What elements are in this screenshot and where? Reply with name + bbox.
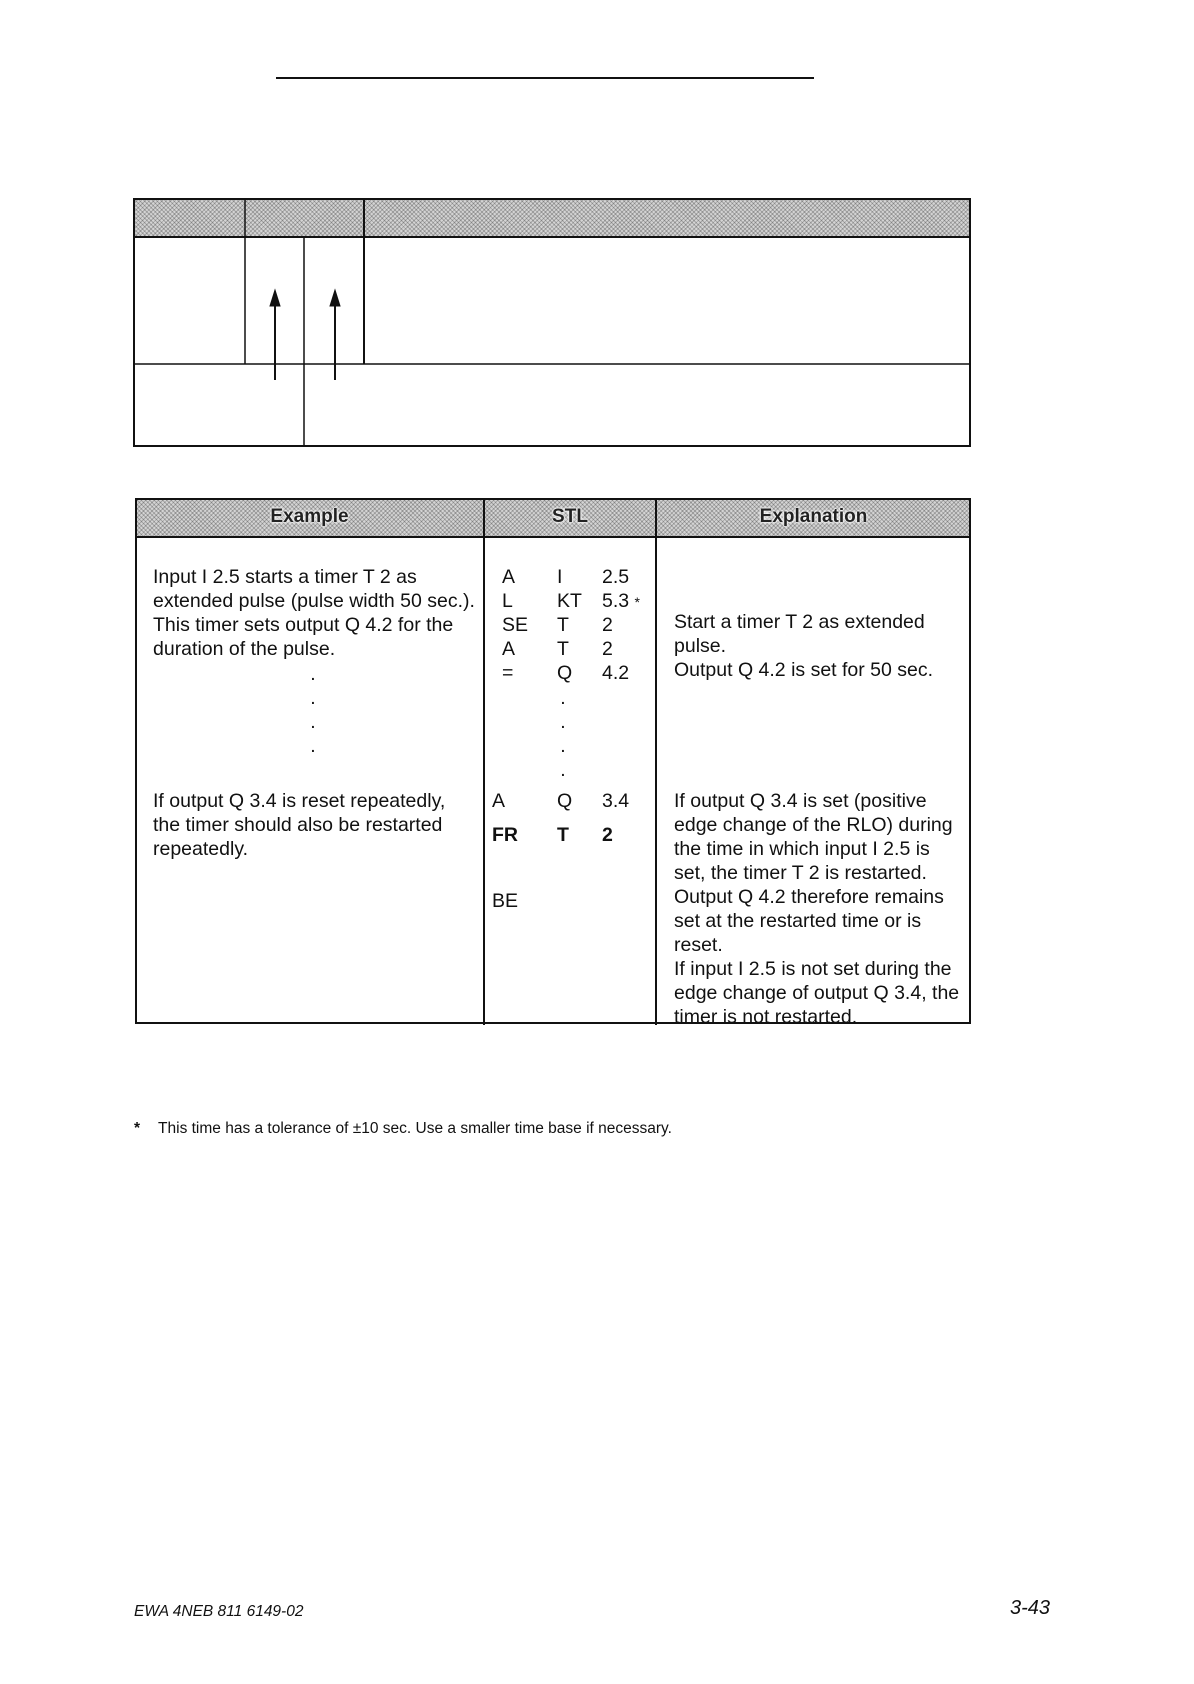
stl-op: A xyxy=(492,790,506,812)
stl-operand: Q xyxy=(557,790,573,812)
stl-op: FR xyxy=(492,824,518,846)
row2-explanation xyxy=(674,789,959,1029)
row2-example xyxy=(153,789,445,861)
stl-op: SE xyxy=(502,614,529,636)
page-number: 3-43 xyxy=(1010,1597,1051,1619)
row2-explanation-line: timer is not restarted. xyxy=(674,1006,858,1028)
stl-operand: KT xyxy=(557,590,582,612)
row1-example xyxy=(153,565,475,661)
header-rule xyxy=(276,77,814,79)
stl-param: 2 xyxy=(602,614,613,636)
row1-stl-ops xyxy=(502,565,528,685)
row2-explanation-line: If output Q 3.4 is set (positive xyxy=(674,790,927,812)
footnote-text: This time has a tolerance of ±10 sec. Use a smaller time base if necessary. xyxy=(158,1120,672,1137)
row1-stl-params xyxy=(602,565,640,685)
row1-explanation-line: pulse. xyxy=(674,635,727,657)
row1-stl-continuation: . . . . xyxy=(560,687,566,781)
footnote xyxy=(134,1120,672,1138)
footnote-marker: * xyxy=(634,594,640,610)
row1-stl-operands xyxy=(557,565,582,685)
row1-example-line: Input I 2.5 starts a timer T 2 as xyxy=(153,566,417,588)
stl-op: A xyxy=(502,566,516,588)
row2-example-line: the timer should also be restarted xyxy=(153,814,443,836)
stl-operand: T xyxy=(557,824,569,846)
row2-explanation-line: reset. xyxy=(674,934,723,956)
row2-example-line: repeatedly. xyxy=(153,838,249,860)
stl-param: 2 xyxy=(602,638,613,660)
stl-op: = xyxy=(502,662,514,684)
signal-table-grid xyxy=(133,198,971,448)
rising-edge-arrow-1 xyxy=(270,290,280,380)
stl-operand: I xyxy=(557,566,563,588)
row1-example-line: duration of the pulse. xyxy=(153,638,336,660)
row2-stl-line3 xyxy=(492,889,518,913)
footnote-star: * xyxy=(134,1120,141,1137)
header-explanation: Explanation xyxy=(759,506,868,527)
row1-example-continuation: . . . . xyxy=(310,663,316,757)
row2-explanation-line: set, the timer T 2 is restarted. xyxy=(674,862,927,884)
row1-example-line: extended pulse (pulse width 50 sec.). xyxy=(153,590,475,612)
stl-op: L xyxy=(502,590,513,612)
row2-explanation-line: If input I 2.5 is not set during the xyxy=(674,958,952,980)
stl-operand: T xyxy=(557,638,569,660)
stl-operand: T xyxy=(557,614,569,636)
header-example: Example xyxy=(270,506,349,527)
row1-explanation-line: Start a timer T 2 as extended xyxy=(674,611,925,633)
stl-param: 3.4 xyxy=(602,790,630,812)
row2-explanation-line: set at the restarted time or is xyxy=(674,910,922,932)
signal-table xyxy=(133,198,971,448)
row2-example-line: If output Q 3.4 is reset repeatedly, xyxy=(153,790,446,812)
row1-example-line: This timer sets output Q 4.2 for the xyxy=(153,614,454,636)
stl-op: A xyxy=(502,638,516,660)
row1-explanation xyxy=(674,610,933,682)
row2-explanation-line: Output Q 4.2 therefore remains xyxy=(674,886,944,908)
row2-explanation-line: edge change of the RLO) during xyxy=(674,814,953,836)
document-id: EWA 4NEB 811 6149-02 xyxy=(134,1603,304,1620)
header-stl: STL xyxy=(552,506,588,527)
stl-param: 5.3 * xyxy=(602,590,640,612)
stl-param: 2.5 xyxy=(602,566,630,588)
stl-param: 4.2 xyxy=(602,662,630,684)
rising-edge-arrow-2 xyxy=(330,290,340,380)
stl-param: 2 xyxy=(602,824,613,846)
row2-explanation-line: the time in which input I 2.5 is xyxy=(674,838,930,860)
stl-operand: Q xyxy=(557,662,573,684)
example-table xyxy=(135,498,971,1028)
row2-explanation-line: edge change of output Q 3.4, the xyxy=(674,982,960,1004)
row1-explanation-line: Output Q 4.2 is set for 50 sec. xyxy=(674,659,934,681)
stl-op: BE xyxy=(492,890,519,912)
